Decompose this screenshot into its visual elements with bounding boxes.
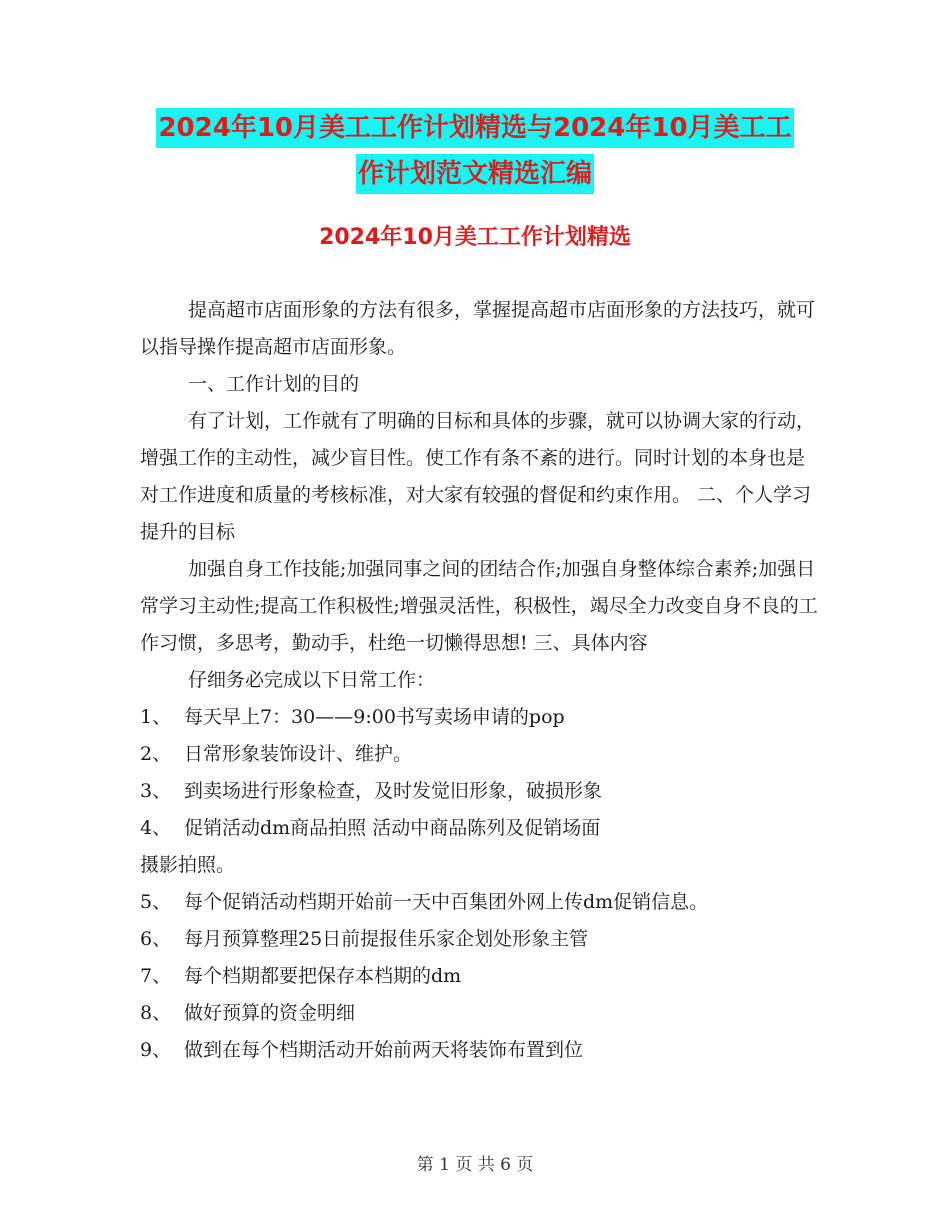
paragraph-intro: 提高超市店面形象的方法有很多，掌握提高超市店面形象的方法技巧，就可以指导操作提高超市店面形象。 <box>140 299 816 358</box>
list-item-text: 每个促销活动档期开始前一天中百集团外网上传dm促销信息。 <box>184 891 709 913</box>
title-line-1: 2024年10月美工工作计划精选与2024年10月美工工 <box>156 108 793 148</box>
list-item-number: 5、 <box>140 891 172 913</box>
list-item-number: 9、 <box>140 1039 172 1061</box>
list-item <box>140 995 820 1032</box>
list-item-text: 每天早上7：30——9:00书写卖场申请的pop <box>184 706 565 728</box>
list-item <box>140 699 820 736</box>
list-item-continuation: 摄影拍照。 <box>140 854 236 876</box>
list-item <box>140 736 820 773</box>
list-item-text: 日常形象装饰设计、维护。 <box>184 743 413 765</box>
list-item-number: 6、 <box>140 928 172 950</box>
section-heading: 2024年10月美工工作计划精选 <box>319 225 631 250</box>
title-line-2: 作计划范文精选汇编 <box>356 154 594 194</box>
paragraph-purpose: 有了计划，工作就有了明确的目标和具体的步骤，就可以协调大家的行动，增强工作的主动性，减少盲目性。使工作有条不紊的进行。同时计划的本身也是对工作进度和质量的考核标准，对大家有较强的督促和约束作用。 二、个人学习提升的目标 <box>140 410 816 543</box>
list-item-number: 3、 <box>140 780 172 802</box>
list-item-number: 8、 <box>140 1002 172 1024</box>
list-item-text: 促销活动dm商品拍照 活动中商品陈列及促销场面 <box>184 817 601 839</box>
paragraph-goals: 加强自身工作技能;加强同事之间的团结合作;加强自身整体综合素养;加强日常学习主动性;提高工作积极性;增强灵活性，积极性，竭尽全力改变自身不良的工作习惯，多思考，勤动手，杜绝一切懒得思想! 三、具体内容 <box>140 558 818 654</box>
list-item <box>140 810 820 847</box>
list-item <box>140 958 820 995</box>
paragraph-tasks-intro: 仔细务必完成以下日常工作： <box>188 669 436 691</box>
list-item-number: 4、 <box>140 817 172 839</box>
list-item <box>140 884 820 921</box>
list-item <box>140 1032 820 1069</box>
list-item-number: 1、 <box>140 706 172 728</box>
list-item <box>140 921 820 958</box>
list-item-text: 每个档期都要把保存本档期的dm <box>184 965 462 987</box>
list-item-text: 到卖场进行形象检查，及时发觉旧形象，破损形象 <box>184 780 603 802</box>
document-title <box>0 108 950 200</box>
page-footer: 第 1 页 共 6 页 <box>416 1155 534 1175</box>
list-item-number: 7、 <box>140 965 172 987</box>
list-item-number: 2、 <box>140 743 172 765</box>
heading-section-1: 一、工作计划的目的 <box>188 373 360 395</box>
list-item-text: 做好预算的资金明细 <box>184 1002 356 1024</box>
list-item <box>140 773 820 810</box>
list-item-text: 做到在每个档期活动开始前两天将装饰布置到位 <box>184 1039 584 1061</box>
document-body <box>140 292 820 1069</box>
list-item-text: 每月预算整理25日前提报佳乐家企划处形象主管 <box>184 928 589 950</box>
